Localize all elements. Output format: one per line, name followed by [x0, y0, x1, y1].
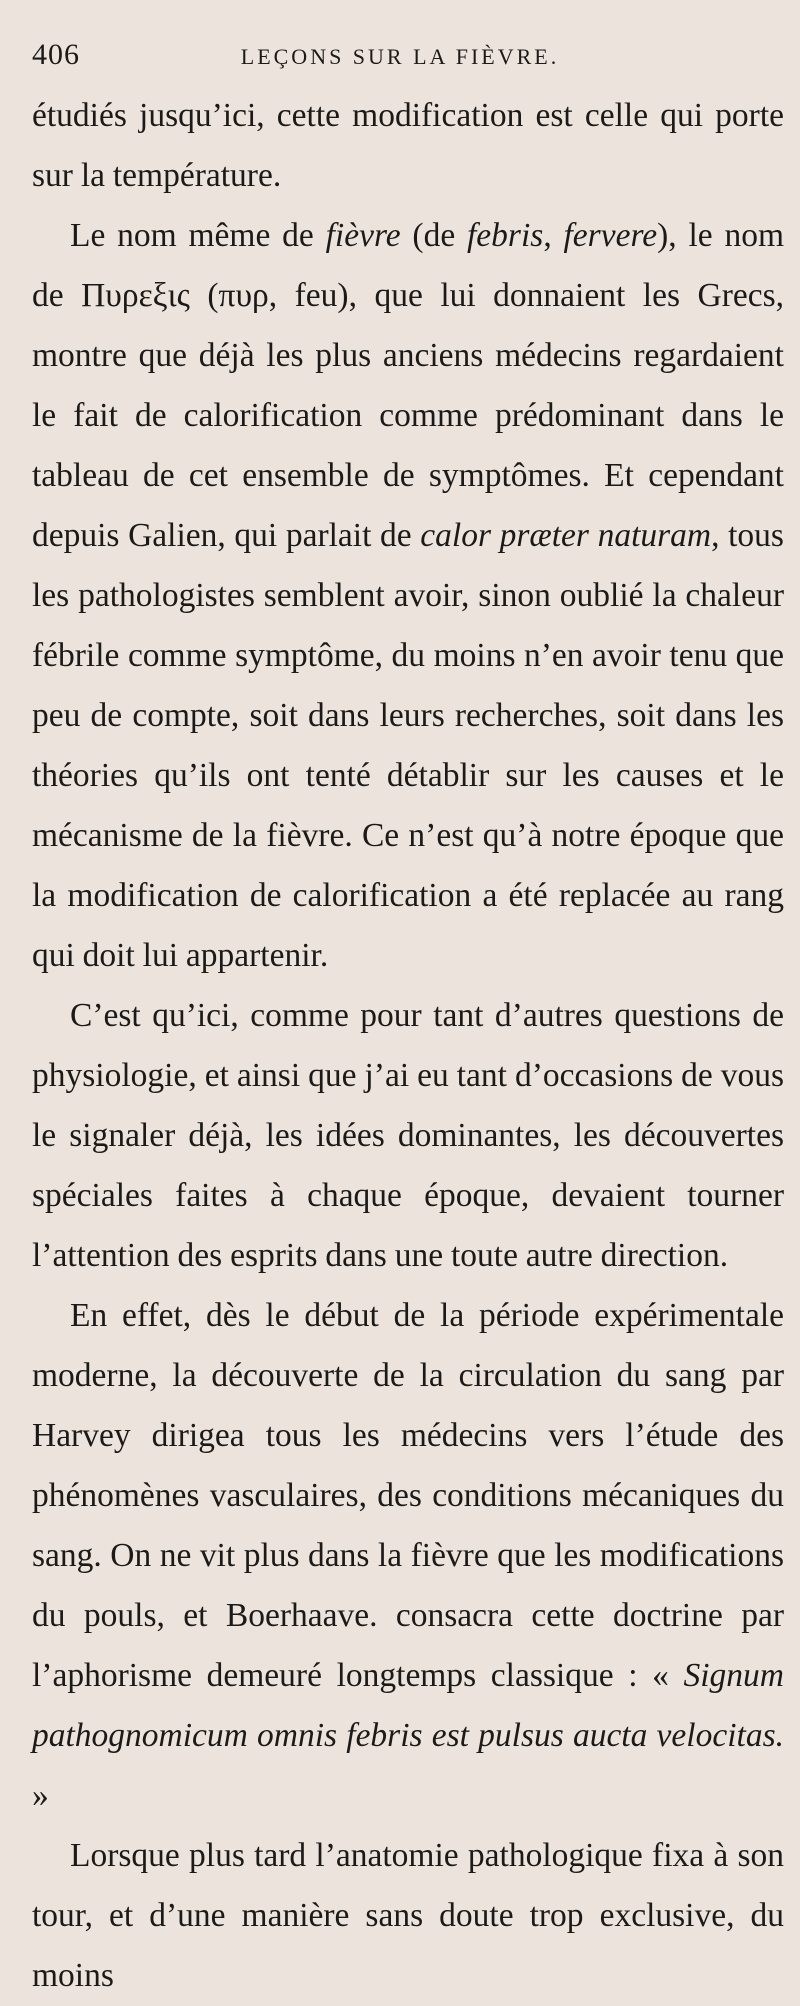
- text-run: C’est qu’ici, comme pour tant d’autres questions de physiologie, et ainsi que j’ai eu tant d’occasions de vous le signaler déjà, les idées dominantes, les découvertes spéciales faites à chaque époque, devaient tourner l’attention des esprits dans une toute autre direction.: [32, 997, 784, 1274]
- text-run: (de: [400, 217, 467, 254]
- paragraph: [32, 1286, 784, 1826]
- paragraph: [32, 206, 784, 986]
- text-run: ), le nom de Πυρεξις (πυρ, feu), que lui donnaient les Grecs, montre que déjà les plus anciens médecins regardaient le fait de calorification comme prédominant dans le tableau de cet ensemble de symptômes. Et cependant depuis Galien, qui parlait de: [32, 217, 785, 554]
- text-run: »: [32, 1777, 49, 1814]
- page-header: [32, 38, 768, 78]
- paragraph: [32, 1826, 784, 2006]
- paragraph: [32, 986, 784, 1286]
- italic-text: febris: [467, 217, 544, 254]
- paragraph: [32, 86, 784, 206]
- italic-text: fervere: [563, 217, 658, 254]
- text-run: Le nom même de: [70, 217, 326, 254]
- text-run: , tous les pathologistes semblent avoir, sinon oublié la chaleur fébrile comme symptôme, du moins n’en avoir tenu que peu de compte, soit dans leurs recherches, soit dans les théories qu’ils ont tenté détablir sur les causes et le mécanisme de la fièvre. Ce n’est qu’à notre époque que la modification de calorification a été replacée au rang qui doit lui appartenir.: [32, 517, 784, 974]
- italic-text: calor præter naturam: [420, 517, 712, 554]
- text-run: étudiés jusqu’ici, cette modification est celle qui porte sur la température.: [32, 97, 784, 194]
- running-head: LEÇONS SUR LA FIÈVRE.: [240, 44, 560, 69]
- text-run: Lorsque plus tard l’anatomie pathologique fixa à son tour, et d’une manière sans doute trop exclusive, du moins: [32, 1837, 784, 1994]
- italic-text: fièvre: [325, 217, 401, 254]
- page-number: 406: [32, 38, 80, 71]
- text-run: En effet, dès le début de la période expérimentale moderne, la découverte de la circulation du sang par Harvey dirigea tous les médecins vers l’étude des phénomènes vasculaires, des conditions mécaniques du sang. On ne vit plus dans la fièvre que les modifications du pouls, et Boerhaave. consacra cette doctrine par l’aphorisme demeuré longtemps classique : «: [32, 1297, 784, 1694]
- italic-text: Signum pathognomicum omnis febris est pulsus aucta velocitas.: [32, 1657, 784, 1754]
- text-run: ,: [543, 217, 564, 254]
- body-text: [32, 86, 784, 2006]
